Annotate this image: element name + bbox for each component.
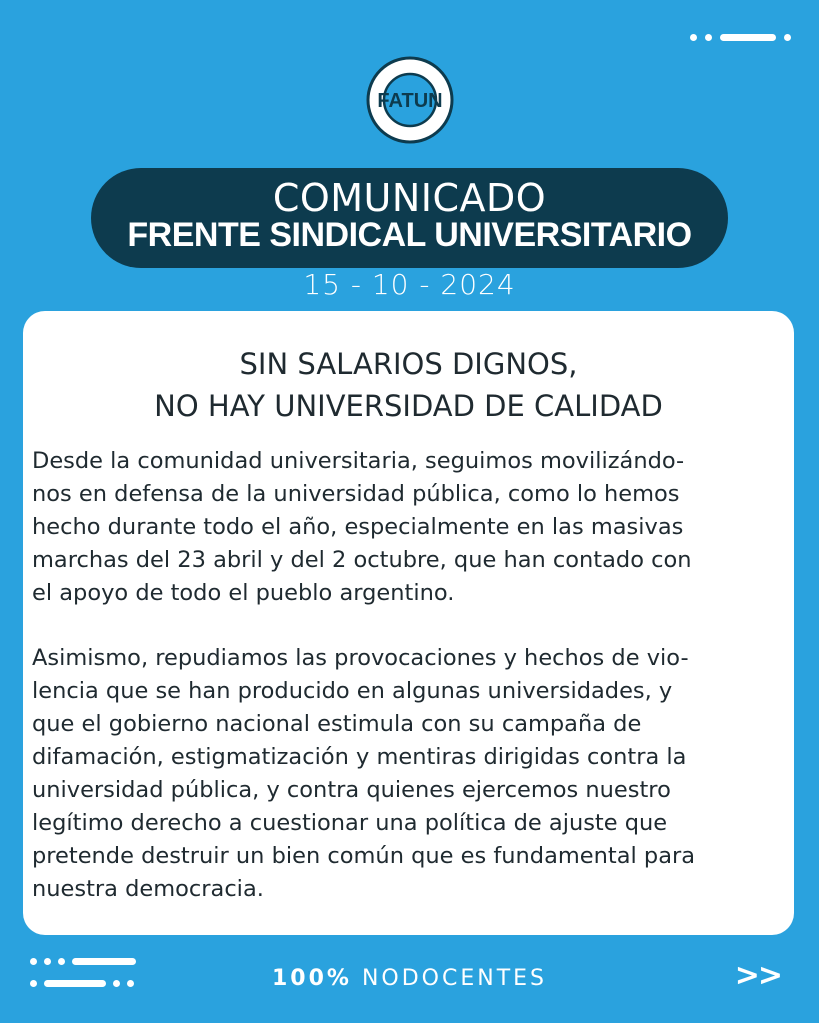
top-decoration [690,34,791,41]
header-title: COMUNICADO [272,176,547,220]
logo-text: FATUN [377,90,443,112]
deco-dot [690,34,697,41]
footer-percent: 100% [271,966,352,991]
deco-dot [58,958,65,965]
paragraph-2: Asimismo, repudiamos las provocaciones y hechos de vio- lencia que se han producido en algunas universidades, y que el gobierno nacional estimula con su campaña de difamación, estigmatización y mentiras dirigidas contra la universidad pública, y contra quienes ejercemos nuestro legítimo derecho a cuestionar una política de ajuste que pretende destruir un bien común que es fundamental para nuestra democracia. [32,645,696,902]
header-subtitle: FRENTE SINDICAL UNIVERSITARIO [127,216,692,254]
statement-card [23,311,794,935]
deco-dot [44,958,51,965]
fatun-logo [366,56,454,144]
footer-tagline [0,966,819,991]
date-label: 15 - 10 - 2024 [303,268,516,301]
deco-bar [72,958,136,965]
footer-label: NODOCENTES [361,966,548,991]
deco-dot [30,958,37,965]
next-arrow-icon[interactable]: >> [734,958,781,993]
statement-title [23,343,794,427]
statement-title-line1: SIN SALARIOS DIGNOS, [239,347,578,381]
header-banner [91,168,728,268]
deco-dot [705,34,712,41]
statement-title-line2: NO HAY UNIVERSIDAD DE CALIDAD [154,389,663,423]
deco-bar [720,34,776,41]
deco-dot [784,34,791,41]
paragraph-1: Desde la comunidad universitaria, seguimos movilizándo- nos en defensa de la universidad pública, como lo hemos hecho durante todo el año, especialmente en las masivas marchas del 23 abril y del 2 octubre, que han contado con el apoyo de todo el pueblo argentino. [32,448,692,606]
